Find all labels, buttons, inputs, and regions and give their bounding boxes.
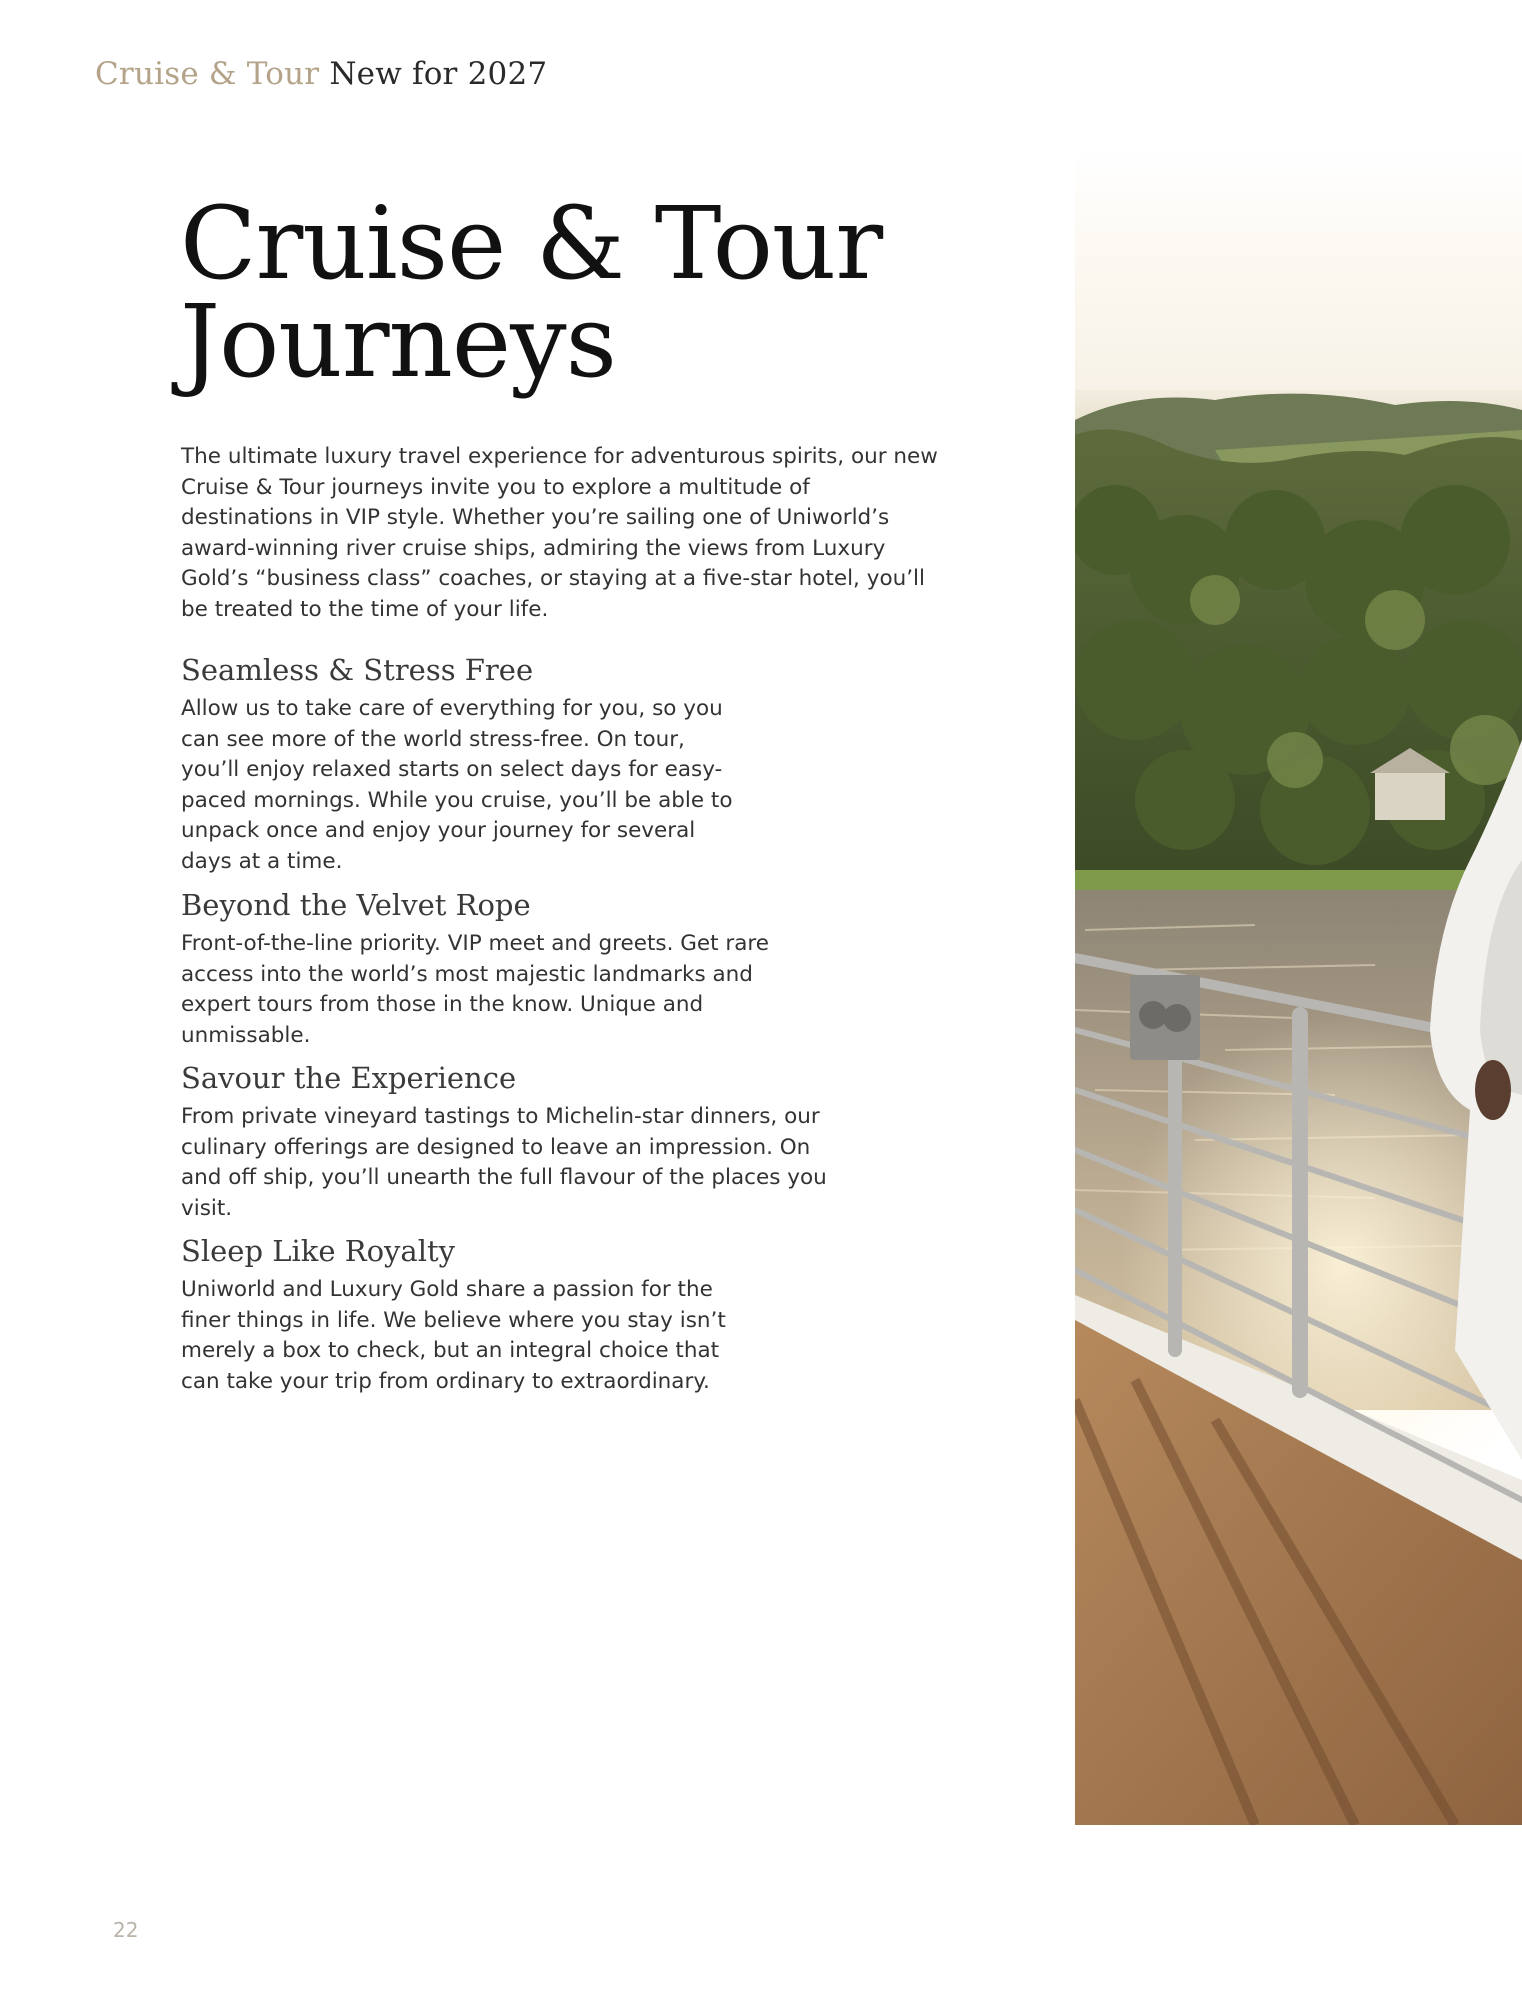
intro-paragraph: The ultimate luxury travel experience for adventurous spirits, our new Cruise & Tour journeys invite you to explore a multitude of destinations in VIP style. Whether you’re sailing one of Uniworld’s award-winning river cruise ships, admiring the views from Luxury Gold’s “business class” coaches, or staying at a five-star hotel, you’ll be treated to the time of your life. (181, 444, 938, 622)
running-header (95, 56, 547, 92)
speaker-left (1139, 1001, 1167, 1029)
river-cruise-illustration (1075, 390, 1522, 1825)
section-body: From private vineyard tastings to Michelin-star dinners, our culinary offerings are designed to leave an impression. On and off ship, you’ll unearth the full flavour of the places you visit. (181, 1104, 827, 1221)
speaker-right (1163, 1004, 1191, 1032)
section-heading: Seamless & Stress Free (181, 653, 534, 687)
section-heading: Savour the Experience (181, 1061, 517, 1095)
page-title (180, 185, 883, 400)
hand (1475, 1060, 1511, 1120)
section-seamless (181, 650, 741, 877)
section-heading: Beyond the Velvet Rope (181, 888, 531, 922)
section-velvet-rope (181, 885, 821, 1051)
tree-canopy (1075, 485, 1522, 865)
photo-sky-haze (1075, 150, 1522, 400)
page-title-line-2: Journeys (180, 283, 616, 400)
section-body: Front-of-the-line priority. VIP meet and greets. Get rare access into the world’s most majestic landmarks and expert tours from those in the know. Unique and unmissable. (181, 931, 770, 1048)
header-section: Cruise & Tour (95, 56, 320, 92)
section-heading: Sleep Like Royalty (181, 1234, 456, 1268)
page-number: 22 (113, 1918, 139, 1942)
section-experience (181, 1058, 841, 1224)
section-royalty (181, 1231, 741, 1397)
river-cruise-photo (1075, 390, 1522, 1825)
header-subtitle: New for 2027 (329, 56, 548, 92)
section-body: Allow us to take care of everything for you, so you can see more of the world stress-free. On tour, you’ll enjoy relaxed starts on select days for easy-paced mornings. While you cruise, you’ll be able to unpack once and enjoy your journey for several days at a time. (181, 696, 733, 874)
riverbank (1075, 870, 1522, 892)
section-body: Uniworld and Luxury Gold share a passion for the finer things in life. We believe where you stay isn’t merely a box to check, but an integral choice that can take your trip from ordinary to extraordinary. (181, 1277, 726, 1394)
riverside-house (1375, 770, 1445, 820)
page-title-line-1: Cruise & Tour (180, 185, 883, 302)
